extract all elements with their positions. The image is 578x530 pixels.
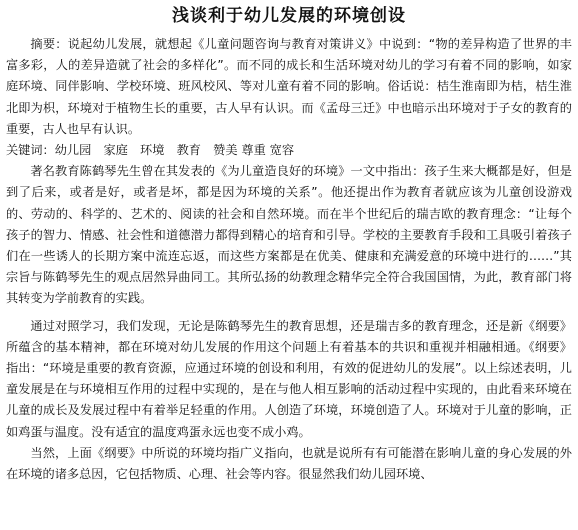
body-paragraph-2: 通过对照学习，我们发现，无论是陈鹤琴先生的教育思想，还是瑞吉多的教育理念，还是新《纲要》所蕴含的基本精神，都在环境对幼儿发展的作用这个问题上有着基本的共识和重视并相融相通。《纲要》指出：“环境是重要的教育资源，应通过环境的创设和利用，有效的促进幼儿的发展”。以上综述表明，儿童发展是在与环境相互作用的过程中实现的，是在与他人相互影响的活动过程中实现的，由此看来环境在儿童的成长及发展过程中有着举足轻重的作用。人创造了环境，环境创造了人。环境对于儿童的影响，正如鸡蛋与温度。没有适宜的温度鸡蛋永远也变不成小鸡。 — [6, 318, 572, 439]
body-paragraph-1: 著名教育陈鹤琴先生曾在其发表的《为儿童造良好的环境》一文中指出：孩子生来大概都是好，但是到了后来，或者是好，或者是坏，都是因为环境的关系”。他还提出作为教育者就应该为儿童创设游戏的、劳动的、科学的、艺术的、阅读的社会和自然环境。而在半个世纪后的瑞吉欧的教育理念：“让每个孩子的智力、情感、社会性和道德潜力都得到精心的培育和引导。学校的主要教育手段和工具吸引着孩子们在一些诱人的长期方案中流连忘返，而这些方案都是在优美、健康和充满爱意的环境中进行的……”其宗旨与陈鹤琴先生的观点居然异曲同工。其所弘扬的幼教理念精华完全符合我国国情，为此，教育部门将其转变为学前教育的实践。 — [6, 164, 572, 306]
abstract-paragraph: 摘要：说起幼儿发展，就想起《儿童问题咨询与教育对策讲义》中说到：“物的差异构造了世界的丰富多彩，人的差异造就了社会的多样化”。而不同的成长和生活环境对幼儿的学习有着不同的影响，如家庭环境、同伴影响、学校环境、班风校风、等对儿童有着不同的影响。俗话说：桔生淮南即为桔，桔生淮北即为枳，环境对于植物生长的重要，古人早有认识。而《孟母三迁》中也暗示出环境对于子女的教育的重要，古人也早有认识。 — [6, 37, 572, 136]
document-title: 浅谈利于幼儿发展的环境创设 — [172, 6, 406, 26]
keywords-label: 关键词： — [6, 143, 55, 158]
body-paragraph-3: 当然，上面《纲要》中所说的环境均指广义指向，也就是说所有有可能潜在影响儿童的身心发展的外在环境的诸多总因，它包括物质、心理、社会等内容。很显然我们幼儿园环境、 — [6, 445, 572, 482]
keywords-text: 幼儿园 家庭 环境 教育 赞美 尊重 宽容 — [54, 143, 295, 158]
keywords-line — [6, 140, 572, 161]
